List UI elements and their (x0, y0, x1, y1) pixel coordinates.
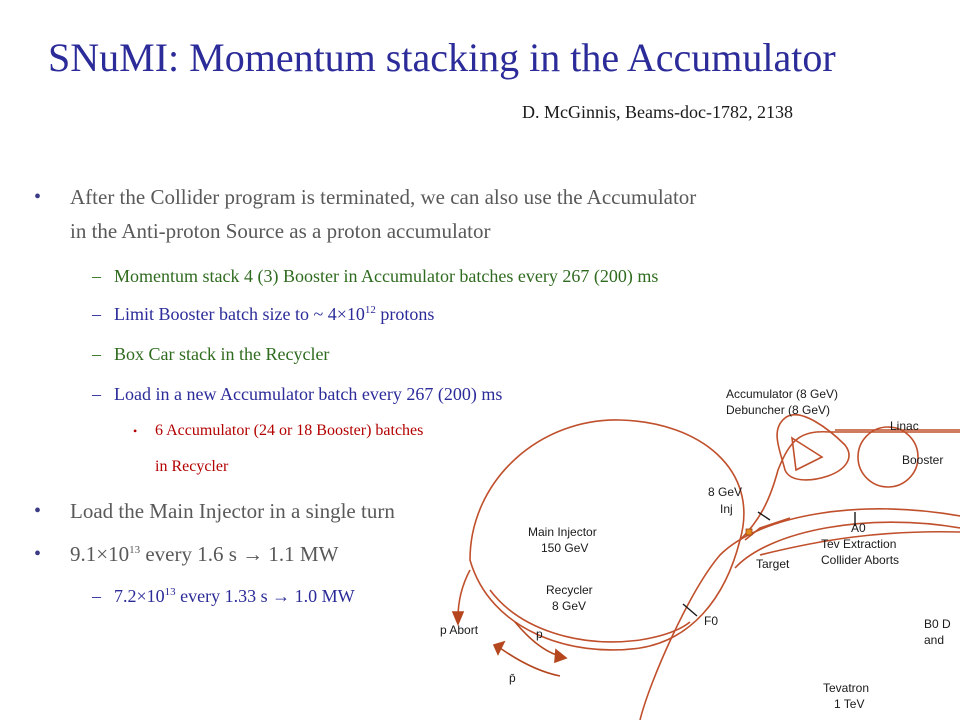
injection-label: 8 GeV (708, 485, 743, 499)
pbar-arrowhead (494, 642, 504, 654)
recycler-energy-label: 8 GeV (552, 599, 587, 613)
booster-label: Booster (902, 453, 944, 467)
target-label: Target (756, 557, 790, 571)
exponent: 13 (129, 544, 141, 556)
slide-title: SNuMI: Momentum stacking in the Accumulator (48, 35, 836, 80)
dash-marker: – (92, 344, 101, 364)
recycler-label: Recycler (546, 583, 593, 597)
bullet-dot: • (34, 186, 42, 208)
subbullet-text-end: every 1.33 s → 1.0 MW (175, 586, 355, 606)
exponent: 12 (364, 304, 376, 316)
dash-marker: – (92, 384, 101, 404)
p-abort-label: p Abort (440, 623, 479, 637)
tevatron-label: Tevatron (823, 681, 870, 695)
dash-marker: – (92, 304, 101, 324)
tevatron-energy-label: 1 TeV (834, 697, 865, 711)
a0-label: A0 (851, 521, 866, 535)
b0-label: B0 D (924, 617, 951, 631)
debuncher-ring (777, 415, 849, 480)
main-injector-energy-label: 150 GeV (541, 541, 589, 555)
subbullet-text: Momentum stack 4 (3) Booster in Accumulator batches every 267 (200) ms (114, 266, 659, 286)
proton-arrowhead (555, 650, 566, 662)
tev-extraction-label: Tev Extraction (821, 537, 897, 551)
bullet-text: After the Collider program is terminated, we can also use the Accumulator (70, 185, 697, 209)
tevatron-ring (640, 509, 960, 720)
subsubbullet-text: 6 Accumulator (24 or 18 Booster) batches (155, 422, 424, 439)
bullet-text: 9.1×10 (70, 542, 130, 566)
injection-label-2: Inj (720, 502, 733, 516)
accumulator-triangle (792, 438, 822, 470)
antiproton-label: p̄ (509, 671, 516, 685)
f0-label: F0 (704, 614, 719, 628)
bullet-text-end: every 1.6 s → 1.1 MW (140, 542, 339, 566)
proton-label: p (536, 627, 543, 641)
citation: D. McGinnis, Beams-doc-1782, 2138 (522, 102, 793, 122)
collider-aborts-label: Collider Aborts (821, 553, 900, 567)
debuncher-label: Debuncher (8 GeV) (726, 403, 831, 417)
bullet-text: Load the Main Injector in a single turn (70, 499, 395, 523)
bullet-dot: • (34, 500, 42, 522)
b0-label-2: and (924, 633, 945, 647)
bullet-dot: • (34, 543, 42, 565)
linac-label: Linac (890, 419, 919, 433)
subbullet-text-end: protons (375, 304, 435, 324)
dash-marker: – (92, 266, 101, 286)
subbullet-text: 7.2×10 (114, 586, 165, 606)
small-dot: • (133, 424, 138, 438)
dash-marker: – (92, 586, 101, 606)
main-injector-label: Main Injector (528, 525, 597, 539)
p-abort-line (458, 570, 470, 618)
recycler-arc (490, 590, 690, 642)
exponent: 13 (164, 586, 176, 598)
accumulator-label: Accumulator (8 GeV) (726, 387, 839, 401)
subbullet-text: Limit Booster batch size to ~ 4×10 (114, 304, 365, 324)
subsubbullet-text: in Recycler (155, 458, 229, 475)
subbullet-text: Box Car stack in the Recycler (114, 344, 330, 364)
main-injector-ring (470, 420, 744, 650)
target-marker (746, 529, 752, 535)
subbullet-text: Load in a new Accumulator batch every 267 (200) ms (114, 384, 503, 404)
bullet-text: in the Anti-proton Source as a proton accumulator (70, 219, 491, 243)
